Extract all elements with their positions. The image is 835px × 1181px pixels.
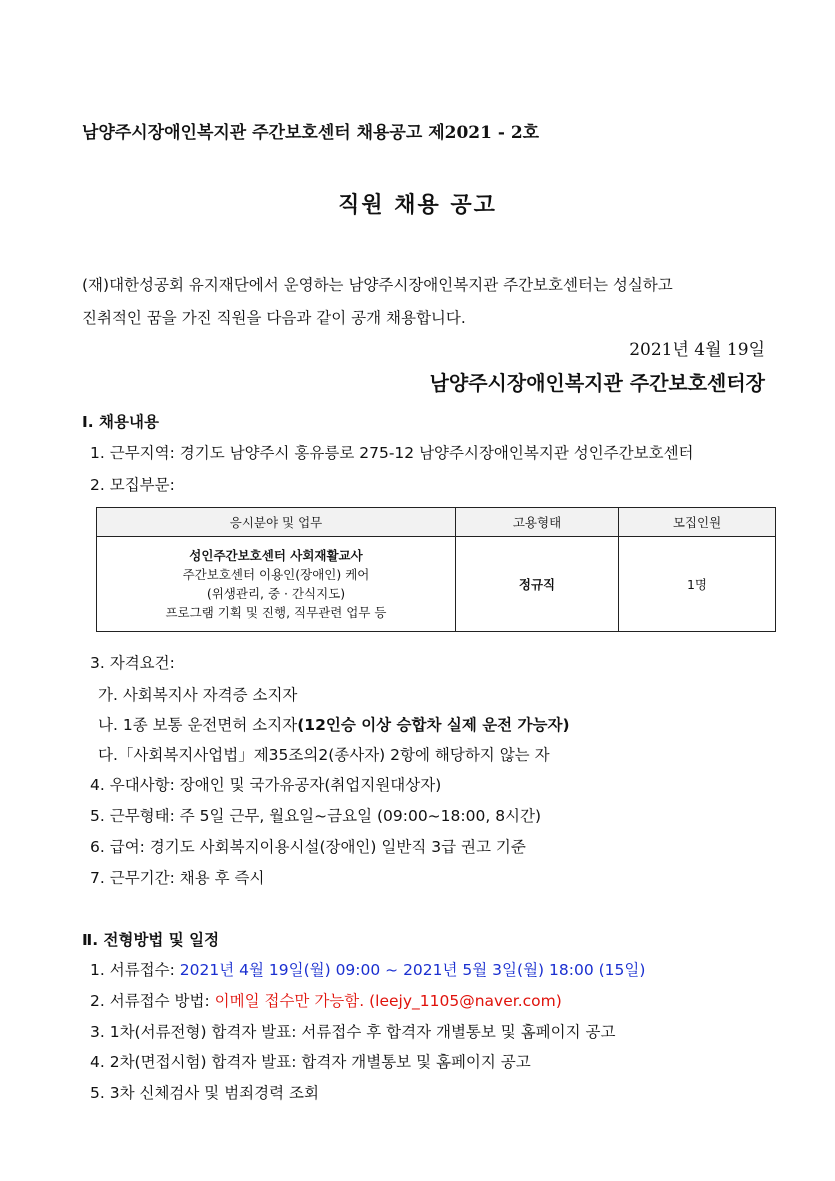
table-header-field: 응시분야 및 업무 <box>97 508 456 537</box>
recruit-table <box>96 507 776 632</box>
work-location: 1. 근무지역: 경기도 남양주시 홍유릉로 275-12 남양주시장애인복지관 성인주간보호센터 <box>90 444 694 462</box>
qualification-label: 3. 자격요건: <box>90 654 175 672</box>
table-cell-field <box>97 537 456 632</box>
requirement-b-text: 나. 1종 보통 운전면허 소지자 <box>98 716 298 734</box>
requirement-c: 다.「사회복지사업법」제35조의2(종사자) 2항에 해당하지 않는 자 <box>98 746 550 764</box>
duty-line-3: 프로그램 기획 및 진행, 직무관련 업무 등 <box>165 605 387 620</box>
section-1-title: Ⅰ. 채용내용 <box>82 413 159 431</box>
work-period: 7. 근무기간: 채용 후 즉시 <box>90 869 265 887</box>
table-header-count: 모집인원 <box>619 508 776 537</box>
third-round-check: 5. 3차 신체검사 및 범죄경력 조회 <box>90 1084 319 1102</box>
notice-date: 2021년 4월 19일 <box>629 340 765 360</box>
submission-method <box>90 989 562 1011</box>
section-2-title: Ⅱ. 전형방법 및 일정 <box>82 931 220 949</box>
first-round-result: 3. 1차(서류전형) 합격자 발표: 서류접수 후 합격자 개별통보 및 홈페이지 공고 <box>90 1023 616 1041</box>
document-submission <box>90 958 645 980</box>
table-header-type: 고용형태 <box>456 508 619 537</box>
duty-line-2: (위생관리, 중 · 간식지도) <box>206 586 346 601</box>
intro-line-2: 진취적인 꿈을 가진 직원을 다음과 같이 공개 채용합니다. <box>82 309 466 327</box>
table-row <box>97 537 776 632</box>
preference: 4. 우대사항: 장애인 및 국가유공자(취업지원대상자) <box>90 776 442 794</box>
duty-line-1: 주간보호센터 이용인(장애인) 케어 <box>182 567 370 582</box>
submission-label: 1. 서류접수: <box>90 961 180 979</box>
requirement-a: 가. 사회복지사 자격증 소지자 <box>98 686 298 704</box>
submission-method-value: 이메일 접수만 가능함. (leejy_1105@naver.com) <box>214 992 562 1010</box>
intro-line-1: (재)대한성공회 유지재단에서 운영하는 남양주시장애인복지관 주간보호센터는 성실하고 <box>82 276 673 294</box>
requirement-b <box>98 713 570 735</box>
table-cell-type: 정규직 <box>456 537 619 632</box>
recruit-field-label: 2. 모집부문: <box>90 476 175 494</box>
page-title: 직원 채용 공고 <box>338 192 497 218</box>
issuer-name: 남양주시장애인복지관 주간보호센터장 <box>429 371 765 395</box>
notice-number: 남양주시장애인복지관 주간보호센터 채용공고 제2021 - 2호 <box>82 123 540 143</box>
table-header-row <box>97 508 776 537</box>
position-name: 성인주간보호센터 사회재활교사 <box>189 548 363 563</box>
salary: 6. 급여: 경기도 사회복지이용시설(장애인) 일반직 3급 권고 기준 <box>90 838 526 856</box>
submission-period: 2021년 4월 19일(월) 09:00 ~ 2021년 5월 3일(월) 18:00 (15일) <box>179 961 646 979</box>
second-round-result: 4. 2차(면접시험) 합격자 발표: 합격자 개별통보 및 홈페이지 공고 <box>90 1053 531 1071</box>
table-cell-count: 1명 <box>619 537 776 632</box>
requirement-b-bold: (12인승 이상 승합차 실제 운전 가능자) <box>297 716 570 734</box>
submission-method-label: 2. 서류접수 방법: <box>90 992 215 1010</box>
work-schedule: 5. 근무형태: 주 5일 근무, 월요일~금요일 (09:00~18:00, 8시간) <box>90 807 542 825</box>
